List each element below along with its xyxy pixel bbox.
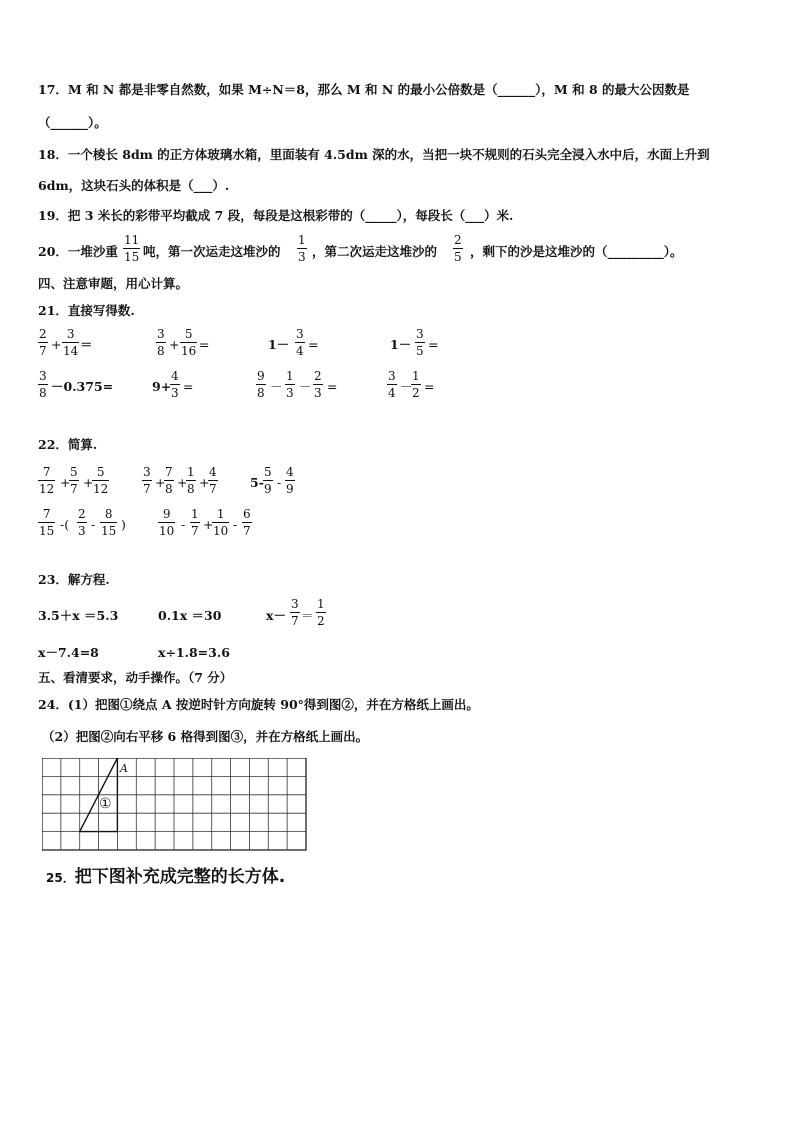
q22-e5-frac2: $\frac{1}{7}$ [191,507,199,538]
q19-line: 19．把 3 米长的彩带平均截成 7 段，每段是这根彩带的（_____），每段长（___）米. [38,208,514,223]
q22-e1-op1: + [60,475,71,490]
q21-r1b-eq: = [199,337,210,352]
q22-e5-frac1: $\frac{9}{10}$ [159,507,175,538]
q20-fraction-2: $\frac{1}{3}$ [298,233,306,264]
q23-title: 23．解方程. [38,572,110,587]
q21-r2d-frac2: $\frac{1}{2}$ [412,369,420,400]
q20-part1: 20．一堆沙重 [38,244,118,259]
q21-r1c-eq: = [308,337,319,352]
q18-line2: 6dm，这块石头的体积是（___）. [38,178,230,193]
grid-paper [42,758,308,852]
section-4-heading: 四、注意审题，用心计算。 [38,276,189,291]
q21-r1c-frac: $\frac{3}{4}$ [296,327,304,358]
q22-e2-op1: + [155,475,166,490]
section-5-heading: 五、看清要求，动手操作。（7 分） [38,670,233,685]
q21-r1b-op: + [169,337,180,352]
q21-r2c-frac2: $\frac{1}{3}$ [286,369,294,400]
q21-r2d-op: － [400,379,413,394]
q21-r2b-eq: = [183,379,194,394]
q22-e1-op2: + [83,475,94,490]
q24-line2: （2）把图②向右平移 6 格得到图③，并在方格纸上画出。 [42,729,369,744]
q17-line1: 17．M 和 N 都是非零自然数，如果 M÷N＝8，那么 M 和 N 的最小公倍数是（______），M 和 8 的最大公因数是 [38,82,690,97]
q22-e2-frac2: $\frac{7}{8}$ [165,465,173,496]
q21-r2c-frac1: $\frac{9}{8}$ [257,369,265,400]
q21-r1a-op: + [51,337,62,352]
q25-heading [46,869,285,886]
q17-line2: （______）。 [38,115,107,130]
q24-line1: 24．(1）把图①绕点 A 按逆时针方向旋转 90°得到图②，并在方格纸上画出。 [38,697,479,712]
q21-r1d-frac: $\frac{3}{5}$ [416,327,424,358]
q22-e2-op3: + [199,475,210,490]
q22-e2-frac3: $\frac{1}{8}$ [187,465,195,496]
q22-e3-frac2: $\frac{4}{9}$ [286,465,294,496]
q21-r1a-eq: ＝ [80,337,93,352]
q25-number: 25． [46,871,75,885]
q21-r1b-frac2: $\frac{5}{16}$ [181,327,197,358]
q22-e5-op3: - [233,517,238,532]
q22-e5-op1: - [181,517,186,532]
q21-r2c-op2: － [299,379,312,394]
q21-r1a-frac2: $\frac{3}{14}$ [63,327,79,358]
q20-part2: 吨，第一次运走这堆沙的 [143,244,281,259]
q21-r1b-frac1: $\frac{3}{8}$ [157,327,165,358]
q21-title: 21．直接写得数. [38,303,135,318]
q20-fraction-3: $\frac{2}{5}$ [454,233,462,264]
q21-r2c-eq: = [327,379,338,394]
q22-e1-frac2: $\frac{5}{7}$ [70,465,78,496]
q22-e2-op2: + [177,475,188,490]
q24-grid-figure [42,758,308,855]
q20-fraction-1: $\frac{11}{15}$ [124,233,140,264]
q20-part3: ，第二次运走这堆沙的 [312,244,438,259]
q22-e2-frac1: $\frac{3}{7}$ [143,465,151,496]
q21-r2d-eq: = [424,379,435,394]
q21-r2b-pre: 9+ [152,379,172,394]
q21-r1a-frac1: $\frac{2}{7}$ [39,327,47,358]
q22-e4-close: ) [121,517,126,532]
q21-r1d-eq: = [428,337,439,352]
q21-r2a-frac: $\frac{3}{8}$ [39,369,47,400]
q22-e3-frac1: $\frac{5}{9}$ [264,465,272,496]
q25-text: 把下图补充成完整的长方体. [74,867,286,887]
q22-e5-op2: + [203,517,214,532]
q22-e3-pre: 5- [250,475,264,490]
q21-r1d-pre: 1－ [390,337,412,352]
shape-1-label: ① [99,796,112,812]
q22-e1-frac1: $\frac{7}{12}$ [39,465,55,496]
q21-r2b-frac: $\frac{4}{3}$ [171,369,179,400]
q22-e4-frac3: $\frac{8}{15}$ [101,507,117,538]
q22-e4-op1: -( [60,517,70,532]
q23-equation-2: 0.1x ＝30 [158,608,222,623]
q23-eq3-eq: ＝ [301,608,314,623]
q18-line1: 18．一个棱长 8dm 的正方体玻璃水箱，里面装有 4.5dm 深的水，当把一块不规则的石头完全浸入水中后，水面上升到 [38,147,710,162]
q23-equation-5: x÷1.8=3.6 [158,645,230,660]
q22-title: 22．简算. [38,437,98,452]
q23-equation-4: x－7.4=8 [38,645,99,660]
q23-eq3-pre: x－ [266,608,286,623]
q22-e5-frac4: $\frac{6}{7}$ [243,507,251,538]
q20-part4: ，剩下的沙是这堆沙的（_________）。 [470,244,683,259]
q21-r1c-pre: 1－ [268,337,290,352]
q23-eq3-frac1: $\frac{3}{7}$ [291,597,299,628]
q22-e3-op: - [277,475,282,490]
q21-r2d-frac1: $\frac{3}{4}$ [388,369,396,400]
q22-e1-frac3: $\frac{5}{12}$ [93,465,109,496]
q22-e5-frac3: $\frac{1}{10}$ [213,507,229,538]
q22-e2-frac4: $\frac{4}{7}$ [209,465,217,496]
q21-r2c-frac3: $\frac{2}{3}$ [314,369,322,400]
q22-e4-op2: - [91,517,96,532]
q22-e4-frac2: $\frac{2}{3}$ [78,507,86,538]
point-a-label: A [120,762,128,775]
q23-eq3-frac2: $\frac{1}{2}$ [317,597,325,628]
q21-r2a-rest: －0.375= [51,379,114,394]
q22-e4-frac1: $\frac{7}{15}$ [39,507,55,538]
q21-r2c-op1: － [270,379,283,394]
q23-equation-1: 3.5＋x ＝5.3 [38,608,119,623]
